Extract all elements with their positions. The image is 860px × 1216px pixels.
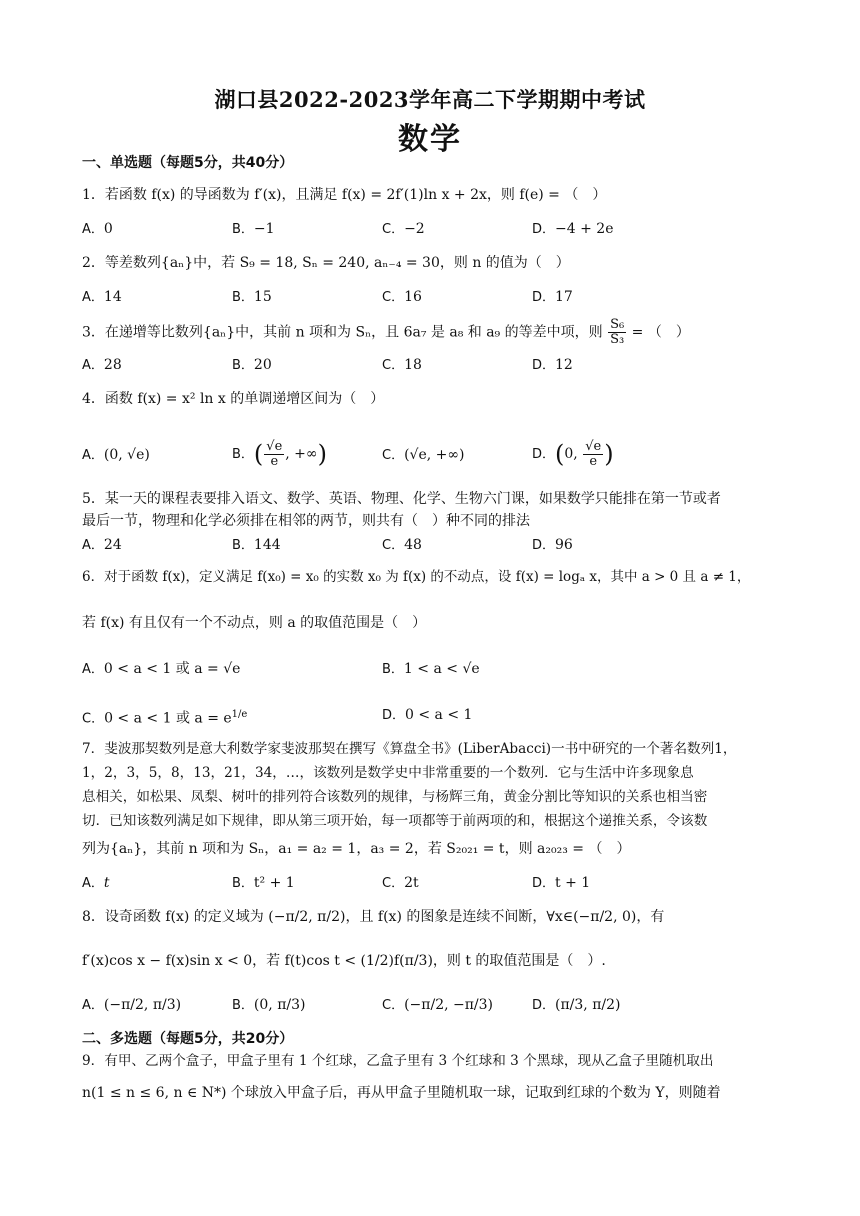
option-text: (0, √e) — [103, 447, 150, 463]
paren-open: ( — [555, 440, 565, 468]
q1-stem: 1．若函数 f(x) 的导函数为 f′(x)，且满足 f(x) = 2f′(1)ln x + 2x，则 f(e) = （ ） — [82, 187, 607, 203]
q4-option-a[interactable] — [82, 446, 150, 465]
q3-option-b[interactable] — [232, 356, 272, 375]
q8-stem-line2: f′(x)cos x − f(x)sin x < 0，若 f(t)cos t < (1/2)f(π/3)，则 t 的取值范围是（ ）. — [82, 953, 606, 969]
option-text: (−π/2, −π/3) — [404, 997, 494, 1013]
option-label: D． — [532, 876, 556, 891]
q4-option-c[interactable] — [382, 446, 465, 465]
exam-title: 湖口县2022-2023学年高二下学期期中考试 — [214, 87, 646, 112]
q2-option-c[interactable] — [382, 288, 422, 307]
option-text: −1 — [253, 221, 275, 237]
q6-option-b[interactable] — [382, 660, 480, 679]
option-text: 18 — [404, 357, 422, 373]
option-label: D． — [532, 222, 556, 237]
option-text: 15 — [253, 289, 272, 305]
option-label: D． — [532, 290, 556, 305]
option-label: C． — [382, 448, 405, 463]
paren-close: ) — [604, 440, 614, 468]
option-label: D． — [532, 538, 556, 553]
option-label: A． — [82, 876, 104, 891]
q2-option-a[interactable] — [82, 288, 122, 307]
q6-option-c[interactable] — [82, 706, 247, 729]
q5-stem-line2: 最后一节，物理和化学必须排在相邻的两节，则共有（ ）种不同的排法 — [82, 513, 530, 529]
option-text: 0 < a < 1 或 a = e — [104, 710, 232, 727]
option-exponent: 1/e — [231, 709, 248, 720]
q9-stem-line2: n(1 ≤ n ≤ 6, n ∈ N*) 个球放入甲盒子后，再从甲盒子里随机取一球，记取到红球的个数为 Y，则随着 — [82, 1085, 721, 1101]
option-label: A． — [82, 358, 104, 373]
option-label: D． — [532, 998, 556, 1013]
q7-option-b[interactable] — [232, 874, 295, 893]
option-text: t + 1 — [555, 875, 591, 891]
option-text: 0, — [564, 446, 583, 462]
option-label: B． — [232, 447, 254, 462]
option-label: D． — [532, 358, 556, 373]
q8-option-c[interactable] — [382, 996, 493, 1015]
q3-option-d[interactable] — [532, 356, 573, 375]
q8-stem-line1: 8．设奇函数 f(x) 的定义域为 (−π/2, π/2)，且 f(x) 的图象是连续不间断，∀x∈(−π/2, 0)，有 — [82, 909, 665, 925]
q3-stem — [82, 318, 782, 347]
q1-option-d[interactable] — [532, 220, 613, 239]
option-text: 14 — [103, 289, 122, 305]
option-label: A． — [82, 998, 104, 1013]
q5-stem-line1: 5．某一天的课程表要排入语文、数学、英语、物理、化学、生物六门课，如果数学只能排在第一节或者 — [82, 491, 721, 507]
q5-option-c[interactable] — [382, 536, 422, 555]
fraction-numerator: S₆ — [610, 317, 625, 332]
q7-stem-line5: 列为{aₙ}，其前 n 项和为 Sₙ，a₁ = a₂ = 1，a₃ = 2，若 S₂₀₂₁ = t，则 a₂₀₂₃ = （ ） — [82, 841, 631, 857]
q1-option-a[interactable] — [82, 220, 113, 239]
option-label: B． — [382, 662, 404, 677]
option-text: t² + 1 — [253, 875, 295, 891]
option-text: −2 — [404, 221, 425, 237]
q4-option-d[interactable] — [532, 432, 614, 477]
option-text: 24 — [103, 537, 122, 553]
q6-stem-line1: 6．对于函数 f(x)，定义满足 f(x₀) = x₀ 的实数 x₀ 为 f(x) 的不动点，设 f(x) = logₐ x，其中 a > 0 且 a ≠ 1， — [82, 569, 751, 585]
fraction-numerator: √e — [266, 438, 283, 454]
q3-stem-text: 3．在递增等比数列{aₙ}中，其前 n 项和为 Sₙ，且 6a₇ 是 a₈ 和 a₉ 的等差中项，则 — [82, 324, 603, 341]
q6-option-a[interactable] — [82, 660, 240, 679]
option-text: 0 < a < 1 或 a = √e — [103, 661, 241, 677]
option-label: B． — [232, 538, 254, 553]
option-text: 16 — [404, 289, 422, 305]
option-text: 28 — [103, 357, 122, 373]
q9-stem-line1: 9．有甲、乙两个盒子，甲盒子里有 1 个红球，乙盒子里有 3 个红球和 3 个黑球，现从乙盒子里随机取出 — [82, 1053, 714, 1069]
q8-option-a[interactable] — [82, 996, 181, 1015]
option-label: A． — [82, 662, 104, 677]
option-text: 2t — [404, 875, 419, 891]
q7-stem-line4: 切．已知该数列满足如下规律，即从第三项开始，每一项都等于前两项的和，根据这个递推关系，令该数 — [82, 813, 708, 829]
option-text: 17 — [555, 289, 573, 305]
option-text: 144 — [253, 537, 281, 553]
option-label: C． — [382, 998, 405, 1013]
option-text: (−π/2, π/3) — [103, 997, 182, 1013]
fraction-denominator: e — [270, 453, 279, 469]
option-text: 0 — [103, 221, 113, 237]
section-multi-choice: 二、多选题（每题5分，共20分） — [82, 1031, 294, 1047]
q3-fraction — [608, 318, 626, 347]
subject-heading: 数学 — [398, 122, 462, 157]
option-label: B． — [232, 290, 254, 305]
option-text: (π/3, π/2) — [555, 997, 621, 1013]
q2-option-d[interactable] — [532, 288, 573, 307]
q3-option-a[interactable] — [82, 356, 122, 375]
q1-option-b[interactable] — [232, 220, 275, 239]
option-text: 96 — [555, 537, 573, 553]
option-text: 12 — [555, 357, 573, 373]
option-text: 0 < a < 1 — [405, 707, 473, 723]
q5-option-b[interactable] — [232, 536, 281, 555]
option-text: (√e, +∞) — [404, 447, 465, 463]
option-text: t — [103, 875, 110, 891]
option-text: 20 — [253, 357, 272, 373]
q7-option-d[interactable] — [532, 874, 590, 893]
q6-option-d[interactable] — [382, 706, 472, 725]
option-label: C． — [382, 538, 405, 553]
q7-stem-line2: 1，2，3，5，8，13，21，34，…，该数列是数学史中非常重要的一个数列．它与生活中许多现象息 — [82, 765, 694, 781]
q7-option-a[interactable] — [82, 874, 110, 893]
paren-close: ) — [317, 440, 327, 468]
q8-option-b[interactable] — [232, 996, 305, 1015]
option-label: A． — [82, 222, 104, 237]
q4-stem: 4．函数 f(x) = x² ln x 的单调递增区间为（ ） — [82, 391, 385, 407]
option-label: B． — [232, 998, 254, 1013]
q5-option-a[interactable] — [82, 536, 122, 555]
option-label: B． — [232, 876, 254, 891]
q4b-fraction — [264, 440, 284, 469]
option-text: 48 — [404, 537, 422, 553]
q8-option-d[interactable] — [532, 996, 621, 1015]
option-label: A． — [82, 448, 104, 463]
q2-stem: 2．等差数列{aₙ}中，若 S₉ = 18, Sₙ = 240, aₙ₋₄ = 30，则 n 的值为（ ） — [82, 255, 570, 271]
q5-option-d[interactable] — [532, 536, 573, 555]
q4-option-b[interactable] — [232, 432, 327, 477]
option-label: C． — [382, 876, 405, 891]
q6-stem-line2: 若 f(x) 有且仅有一个不动点，则 a 的取值范围是（ ） — [82, 615, 427, 631]
option-label: C． — [382, 358, 405, 373]
option-label: A． — [82, 538, 104, 553]
option-label: D． — [382, 708, 406, 723]
q2-option-b[interactable] — [232, 288, 272, 307]
fraction-denominator: S₃ — [610, 332, 625, 347]
fraction-numerator: √e — [585, 438, 602, 454]
option-label: C． — [382, 290, 405, 305]
option-label: C． — [382, 222, 405, 237]
option-label: C． — [82, 711, 105, 727]
q7-option-c[interactable] — [382, 874, 419, 893]
option-label: A． — [82, 290, 104, 305]
option-label: D． — [532, 447, 556, 462]
fraction-denominator: e — [589, 453, 598, 469]
option-label: B． — [232, 222, 254, 237]
q7-stem-line3: 息相关，如松果、凤梨、树叶的排列符合该数列的规律，与杨辉三角，黄金分割比等知识的关系也相当密 — [82, 789, 708, 805]
option-text: , +∞ — [285, 446, 318, 462]
q4d-fraction — [583, 440, 603, 469]
option-text: −4 + 2e — [555, 221, 614, 237]
q1-option-c[interactable] — [382, 220, 425, 239]
option-label: B． — [232, 358, 254, 373]
q7-stem-line1: 7．斐波那契数列是意大利数学家斐波那契在撰写《算盘全书》(LiberAbacci)一书中研究的一个著名数列1， — [82, 741, 737, 757]
option-text: 1 < a < √e — [403, 661, 480, 677]
section-single-choice: 一、单选题（每题5分，共40分） — [82, 155, 294, 171]
option-text: (0, π/3) — [253, 997, 306, 1013]
q3-stem-tail: = （ ） — [627, 324, 690, 341]
paren-open: ( — [253, 440, 264, 468]
q3-option-c[interactable] — [382, 356, 422, 375]
